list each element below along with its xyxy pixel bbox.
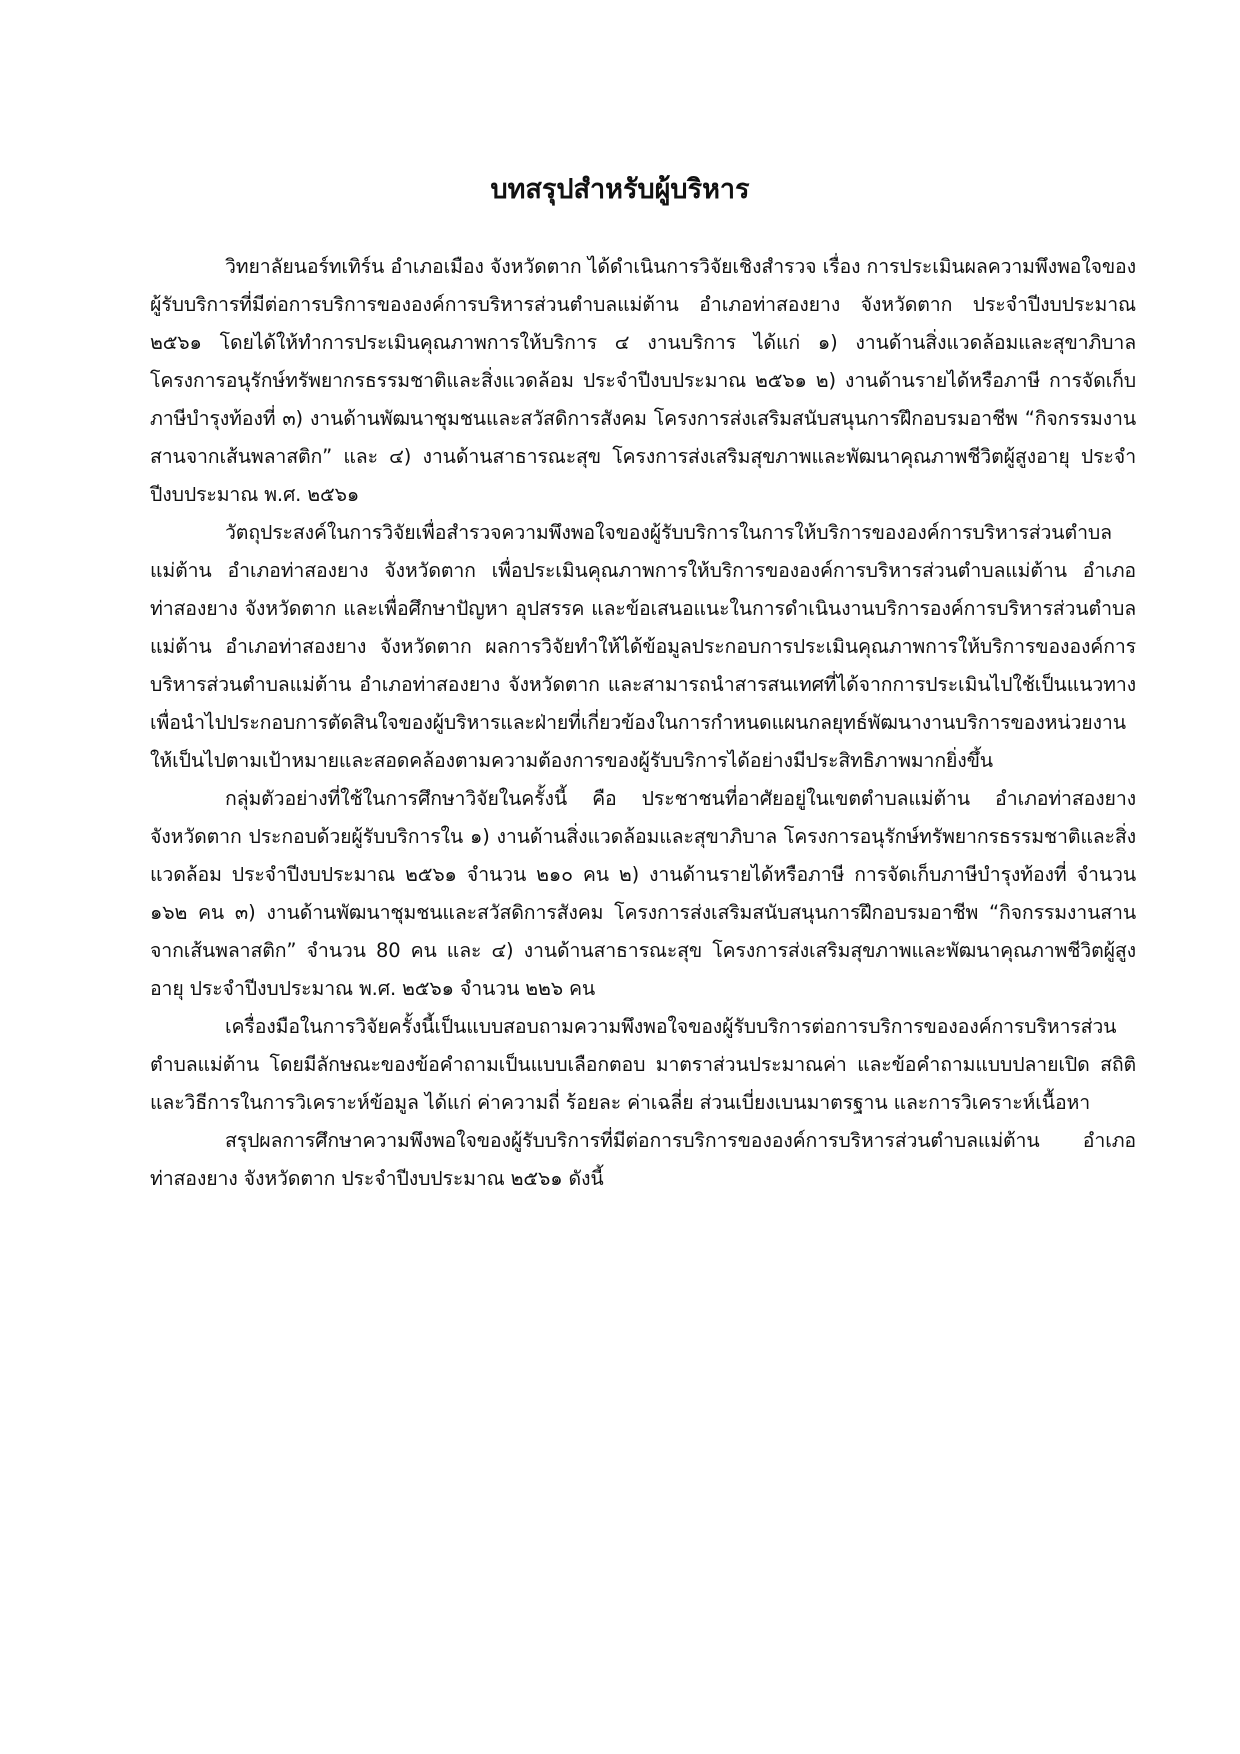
paragraph-summary-lead: สรุปผลการศึกษาความพึงพอใจของผู้รับบริการที่มีต่อการบริการขององค์การบริหารส่วนตำบลแม่ต้าน อำเภอท่าสองยาง จังหวัดตาก ประจำปีงบประมาณ ๒๕๖๑ ดังนี้	[150, 1129, 1136, 1190]
document-body	[150, 248, 1136, 1198]
paragraph-objectives: วัตถุประสงค์ในการวิจัยเพื่อสำรวจความพึงพอใจของผู้รับบริการในการให้บริการขององค์การบริหารส่วนตำบลแม่ต้าน อำเภอท่าสองยาง จังหวัดตาก เพื่อประเมินคุณภาพการให้บริการขององค์การบริหารส่วนตำบลแม่ต้าน อำเภอท่าสองยาง จังหวัดตาก และเพื่อศึกษาปัญหา อุปสรรค และข้อเสนอแนะในการดำเนินงานบริการองค์การบริหารส่วนตำบลแม่ต้าน อำเภอท่าสองยาง จังหวัดตาก ผลการวิจัยทำให้ได้ข้อมูลประกอบการประเมินคุณภาพการให้บริการขององค์การบริหารส่วนตำบลแม่ต้าน อำเภอท่าสองยาง จังหวัดตาก และสามารถนำสารสนเทศที่ได้จากการประเมินไปใช้เป็นแนวทางเพื่อนำไปประกอบการตัดสินใจของผู้บริหารและฝ่ายที่เกี่ยวข้องในการกำหนดแผนกลยุทธ์พัฒนางานบริการของหน่วยงาน ให้เป็นไปตามเป้าหมายและสอดคล้องตามความต้องการของผู้รับบริการได้อย่างมีประสิทธิภาพมากยิ่งขึ้น	[150, 521, 1136, 772]
paragraph-sample-group: กลุ่มตัวอย่างที่ใช้ในการศึกษาวิจัยในครั้งนี้ คือ ประชาชนที่อาศัยอยู่ในเขตตำบลแม่ต้าน อำเภอท่าสองยาง จังหวัดตาก ประกอบด้วยผู้รับบริการใน ๑) งานด้านสิ่งแวดล้อมและสุขาภิบาล โครงการอนุรักษ์ทรัพยากรธรรมชาติและสิ่งแวดล้อม ประจำปีงบประมาณ ๒๕๖๑ จำนวน ๒๑๐ คน ๒) งานด้านรายได้หรือภาษี การจัดเก็บภาษีบำรุงท้องที่ จำนวน ๑๖๒ คน ๓) งานด้านพัฒนาชุมชนและสวัสดิการสังคม โครงการส่งเสริมสนับสนุนการฝึกอบรมอาชีพ “กิจกรรมงานสานจากเส้นพลาสติก” จำนวน 80 คน และ ๔) งานด้านสาธารณะสุข โครงการส่งเสริมสุขภาพและพัฒนาคุณภาพชีวิตผู้สูงอายุ ประจำปีงบประมาณ พ.ศ. ๒๕๖๑ จำนวน ๒๒๖ คน	[150, 787, 1136, 1000]
paragraph-research-tools: เครื่องมือในการวิจัยครั้งนี้เป็นแบบสอบถามความพึงพอใจของผู้รับบริการต่อการบริการขององค์การบริหารส่วนตำบลแม่ต้าน โดยมีลักษณะของข้อคำถามเป็นแบบเลือกตอบ มาตราส่วนประมาณค่า และข้อคำถามแบบปลายเปิด สถิติและวิธีการในการวิเคราะห์ข้อมูล ได้แก่ ค่าความถี่ ร้อยละ ค่าเฉลี่ย ส่วนเบี่ยงเบนมาตรฐาน และการวิเคราะห์เนื้อหา	[150, 1015, 1136, 1114]
paragraph-introduction: วิทยาลัยนอร์ทเทิร์น อำเภอเมือง จังหวัดตาก ได้ดำเนินการวิจัยเชิงสำรวจ เรื่อง การประเมินผลความพึงพอใจของผู้รับบริการที่มีต่อการบริการขององค์การบริหารส่วนตำบลแม่ต้าน อำเภอท่าสองยาง จังหวัดตาก ประจำปีงบประมาณ ๒๕๖๑ โดยได้ให้ทำการประเมินคุณภาพการให้บริการ ๔ งานบริการ ได้แก่ ๑) งานด้านสิ่งแวดล้อมและสุขาภิบาล โครงการอนุรักษ์ทรัพยากรธรรมชาติและสิ่งแวดล้อม ประจำปีงบประมาณ ๒๕๖๑ ๒) งานด้านรายได้หรือภาษี การจัดเก็บภาษีบำรุงท้องที่ ๓) งานด้านพัฒนาชุมชนและสวัสดิการสังคม โครงการส่งเสริมสนับสนุนการฝึกอบรมอาชีพ “กิจกรรมงานสานจากเส้นพลาสติก” และ ๔) งานด้านสาธารณะสุข โครงการส่งเสริมสุขภาพและพัฒนาคุณภาพชีวิตผู้สูงอายุ ประจำปีงบประมาณ พ.ศ. ๒๕๖๑	[150, 255, 1136, 506]
document-title: บทสรุปสำหรับผู้บริหาร	[490, 174, 750, 205]
